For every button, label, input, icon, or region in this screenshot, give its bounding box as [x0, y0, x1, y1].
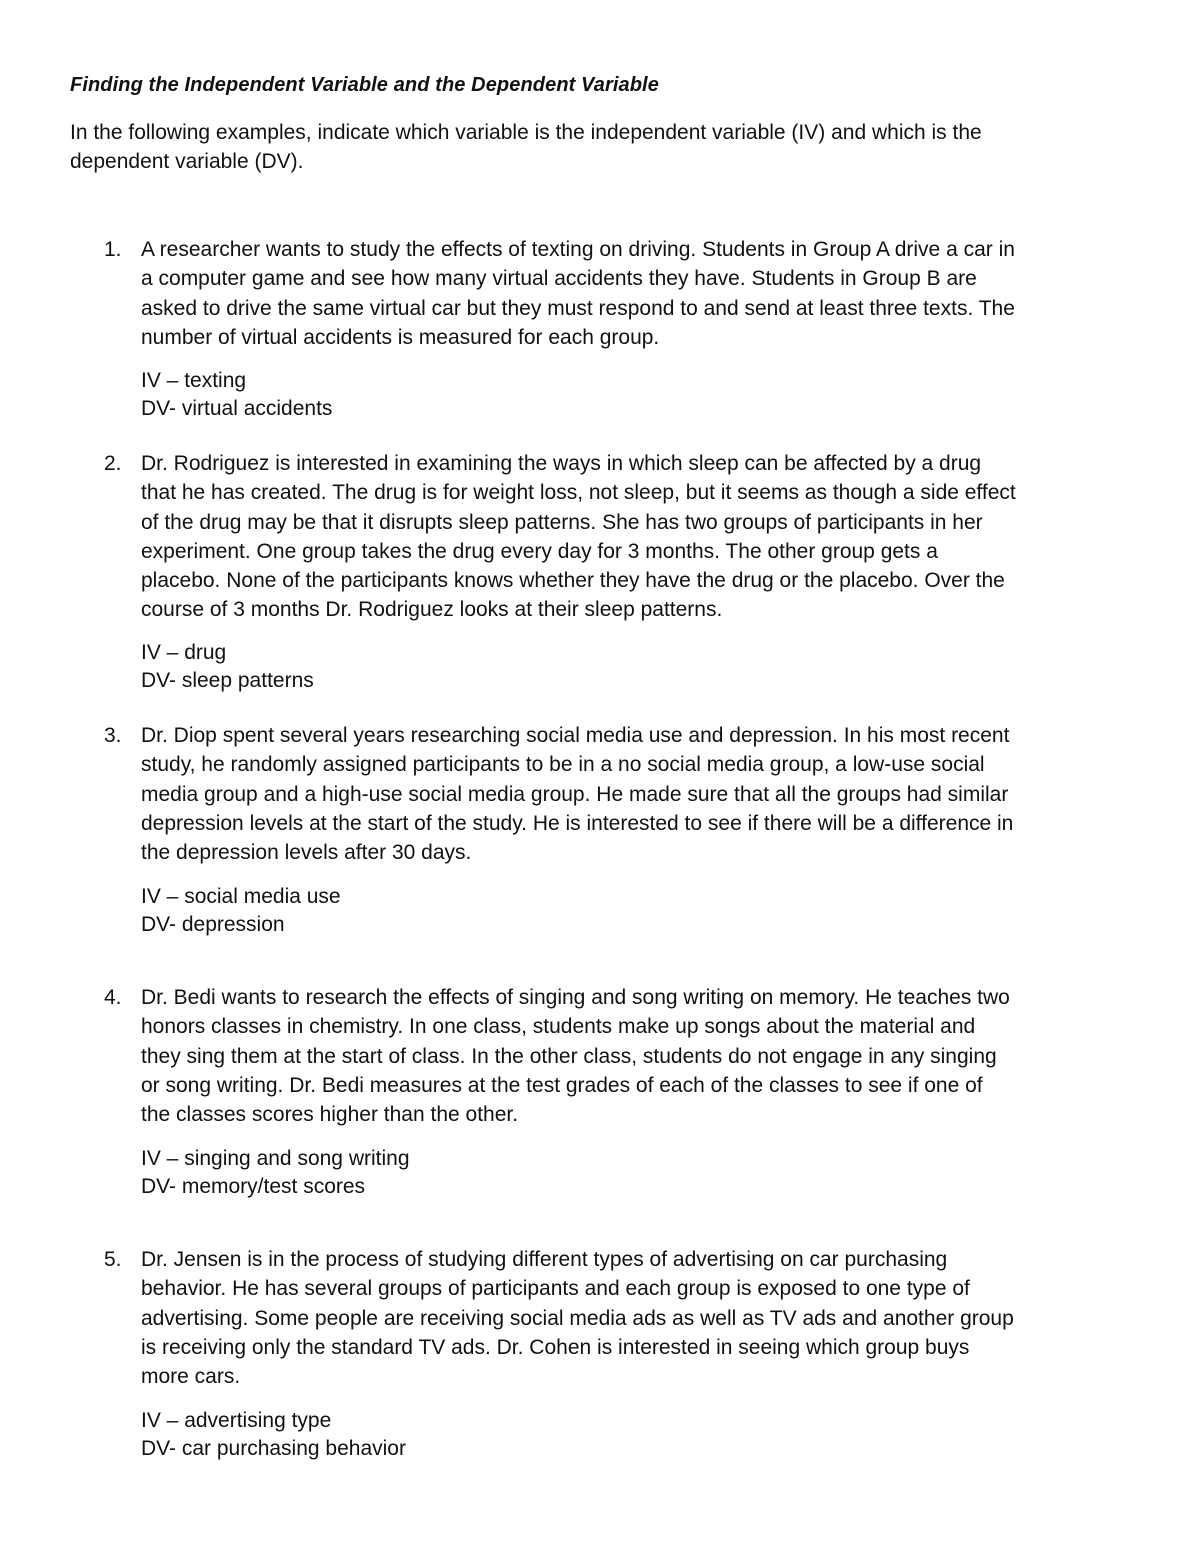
- question-text: [141, 235, 1141, 352]
- answer-block: [141, 639, 314, 694]
- question-line: of the drug may be that it disrupts sleep patterns. She has two groups of participants in her: [141, 510, 983, 534]
- independent-variable-answer: IV – texting: [141, 369, 247, 392]
- question-line: advertising. Some people are receiving social media ads as well as TV ads and another group: [141, 1306, 1014, 1330]
- question-line: media group and a high-use social media group. He made sure that all the groups had similar: [141, 782, 1009, 806]
- question-line: Dr. Jensen is in the process of studying different types of advertising on car purchasing: [141, 1248, 948, 1271]
- question-number: 2.: [104, 452, 122, 475]
- question-line: behavior. He has several groups of participants and each group is exposed to one type of: [141, 1277, 970, 1301]
- dependent-variable-answer: DV- depression: [141, 912, 285, 936]
- question-line: depression levels at the start of the study. He is interested to see if there will be a difference in: [141, 811, 1014, 835]
- question-line: placebo. None of the participants knows whether they have the drug or the placebo. Over the: [141, 569, 1005, 593]
- independent-variable-answer: IV – social media use: [141, 885, 341, 908]
- independent-variable-answer: IV – advertising type: [141, 1409, 332, 1432]
- dependent-variable-answer: DV- sleep patterns: [141, 668, 314, 692]
- question-text: [141, 449, 1141, 625]
- question-number: 5.: [104, 1248, 122, 1271]
- question-line: A researcher wants to study the effects of texting on driving. Students in Group A drive a car in: [141, 238, 1015, 261]
- question-line: Dr. Bedi wants to research the effects of singing and song writing on memory. He teaches two: [141, 986, 1010, 1009]
- dependent-variable-answer: DV- virtual accidents: [141, 396, 333, 420]
- question-line: more cars.: [141, 1365, 241, 1389]
- question-line: Dr. Rodriguez is interested in examining the ways in which sleep can be affected by a drug: [141, 452, 982, 475]
- question-line: asked to drive the same virtual car but they must respond to and send at least three texts. The: [141, 296, 1015, 320]
- independent-variable-answer: IV – drug: [141, 641, 227, 664]
- question-line: study, he randomly assigned participants to be in a no social media group, a low-use social: [141, 753, 985, 777]
- question-number: 1.: [104, 238, 122, 261]
- question-text: [141, 983, 1141, 1129]
- dependent-variable-answer: DV- memory/test scores: [141, 1174, 366, 1198]
- answer-block: [141, 883, 341, 938]
- answer-block: [141, 1145, 410, 1200]
- question-line: a computer game and see how many virtual accidents they have. Students in Group B are: [141, 267, 977, 291]
- intro-line: dependent variable (DV).: [70, 150, 304, 173]
- question-line: they sing them at the start of class. In the other class, students do not engage in any singing: [141, 1044, 997, 1068]
- question-text: [141, 1245, 1141, 1391]
- question-line: is receiving only the standard TV ads. Dr. Cohen is interested in seeing which group buys: [141, 1335, 970, 1359]
- answer-block: [141, 1407, 406, 1462]
- answer-block: [141, 367, 332, 422]
- question-number: 3.: [104, 724, 122, 747]
- question-line: number of virtual accidents is measured for each group.: [141, 325, 660, 349]
- question-line: honors classes in chemistry. In one class, students make up songs about the material and: [141, 1015, 976, 1039]
- question-line: the classes scores higher than the other.: [141, 1103, 519, 1127]
- question-line: that he has created. The drug is for weight loss, not sleep, but it seems as though a side effect: [141, 481, 1016, 505]
- dependent-variable-answer: DV- car purchasing behavior: [141, 1436, 406, 1460]
- independent-variable-answer: IV – singing and song writing: [141, 1147, 410, 1170]
- question-number: 4.: [104, 986, 122, 1009]
- question-line: or song writing. Dr. Bedi measures at the test grades of each of the classes to see if one of: [141, 1073, 983, 1097]
- question-line: Dr. Diop spent several years researching social media use and depression. In his most recent: [141, 724, 1010, 747]
- question-text: [141, 721, 1141, 867]
- intro-line: In the following examples, indicate which variable is the independent variable (IV) and which is the: [70, 121, 982, 144]
- question-line: experiment. One group takes the drug every day for 3 months. The other group gets a: [141, 539, 938, 563]
- question-line: course of 3 months Dr. Rodriguez looks at their sleep patterns.: [141, 598, 723, 622]
- page-title: Finding the Independent Variable and the Dependent Variable: [70, 74, 659, 96]
- question-line: the depression levels after 30 days.: [141, 841, 472, 865]
- intro-paragraph: [70, 118, 1130, 176]
